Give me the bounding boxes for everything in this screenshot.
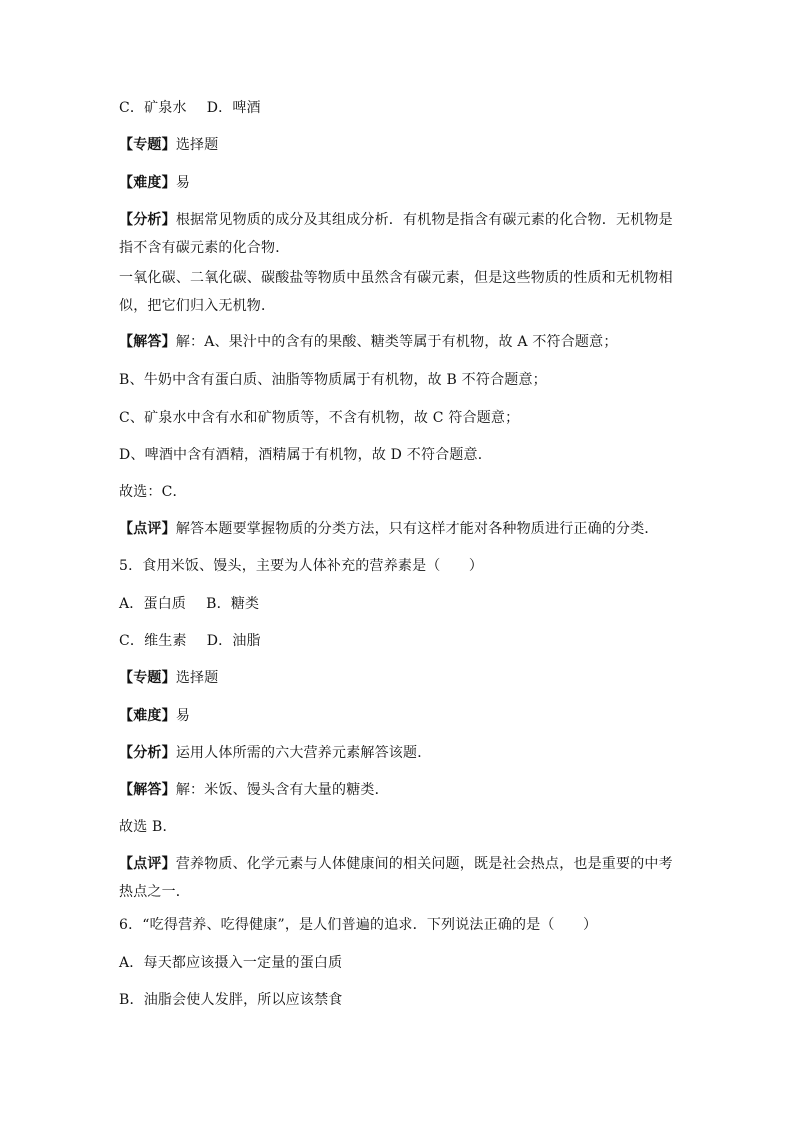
q4-comment-tag: 【点评】 bbox=[119, 521, 176, 537]
q5-question: 5．食用米饭、馒头，主要为人体补充的营养素是（ ） bbox=[119, 558, 484, 574]
q5-options-cd bbox=[119, 632, 679, 650]
q5-comment-text: 营养物质、化学元素与人体健康间的相关问题，既是社会热点，也是重要的中考热点之一． bbox=[119, 856, 673, 900]
q5-analysis-tag: 【分析】 bbox=[119, 745, 176, 761]
q5-choice: 故选 B． bbox=[119, 819, 177, 835]
q4-option-c: C．矿泉水 bbox=[119, 100, 187, 116]
q5-topic-text: 选择题 bbox=[175, 670, 219, 686]
q6-option-b: B．油脂会使人发胖，所以应该禁食 bbox=[119, 992, 343, 1008]
q5-comment bbox=[119, 850, 679, 906]
q4-comment-text: 解答本题要掌握物质的分类方法，只有这样才能对各种物质进行正确的分类． bbox=[175, 521, 659, 537]
q5-answer-tag: 【解答】 bbox=[119, 782, 176, 798]
q4-answer bbox=[119, 333, 679, 351]
q5-difficulty-text: 易 bbox=[175, 708, 191, 724]
q4-options-cd bbox=[119, 99, 679, 117]
q5-analysis bbox=[119, 744, 679, 762]
q4-topic bbox=[119, 136, 679, 154]
q4-answer-tag: 【解答】 bbox=[119, 334, 176, 350]
q4-difficulty-text: 易 bbox=[175, 175, 191, 191]
q4-answer-a: 解：A、果汁中的含有的果酸、糖类等属于有机物，故 A 不符合题意； bbox=[175, 334, 618, 350]
q5-topic-tag: 【专题】 bbox=[119, 670, 176, 686]
q5-option-d: D．油脂 bbox=[206, 633, 261, 649]
q4-answer-d: D、啤酒中含有酒精，酒精属于有机物，故 D 不符合题意． bbox=[119, 447, 492, 463]
q5-options-ab bbox=[119, 595, 679, 613]
q5-answer bbox=[119, 781, 679, 799]
q4-comment bbox=[119, 520, 679, 538]
q4-analysis-2-text: 一氧化碳、二氧化碳、碳酸盐等物质中虽然含有碳元素，但是这些物质的性质和无机物相似，把它们归入无机物． bbox=[119, 270, 673, 314]
q5-difficulty-tag: 【难度】 bbox=[119, 708, 176, 724]
q5-answer-text: 解：米饭、馒头含有大量的糖类． bbox=[175, 782, 389, 798]
q6-question: 6．“吃得营养、吃得健康”，是人们普遍的追求．下列说法正确的是（ ） bbox=[119, 917, 598, 933]
q5-topic bbox=[119, 669, 679, 687]
q4-answer-b: B、牛奶中含有蛋白质、油脂等物质属于有机物，故 B 不符合题意； bbox=[119, 372, 547, 388]
q4-analysis-tag: 【分析】 bbox=[119, 212, 176, 228]
q4-analysis-text: 根据常见物质的成分及其组成分析．有机物是指含有碳元素的化合物．无机物是指不含有碳元素的化合物． bbox=[119, 212, 673, 256]
q5-option-b: B．糖类 bbox=[206, 596, 260, 612]
q4-answer-c: C、矿泉水中含有水和矿物质等，不含有机物，故 C 符合题意； bbox=[119, 410, 520, 426]
q5-analysis-text: 运用人体所需的六大营养元素解答该题． bbox=[175, 745, 432, 761]
q4-topic-tag: 【专题】 bbox=[119, 137, 176, 153]
q5-option-c: C．维生素 bbox=[119, 633, 187, 649]
q5-comment-tag: 【点评】 bbox=[119, 856, 176, 872]
q4-choice: 故选：C． bbox=[119, 484, 187, 500]
q4-topic-text: 选择题 bbox=[175, 137, 219, 153]
q4-analysis-2 bbox=[119, 264, 679, 320]
q4-difficulty-tag: 【难度】 bbox=[119, 175, 176, 191]
q4-difficulty bbox=[119, 174, 679, 192]
q5-difficulty bbox=[119, 707, 679, 725]
q4-analysis bbox=[119, 206, 679, 262]
q6-option-a: A．每天都应该摄入一定量的蛋白质 bbox=[119, 955, 343, 971]
q5-option-a: A．蛋白质 bbox=[119, 596, 187, 612]
q4-option-d: D．啤酒 bbox=[206, 100, 261, 116]
